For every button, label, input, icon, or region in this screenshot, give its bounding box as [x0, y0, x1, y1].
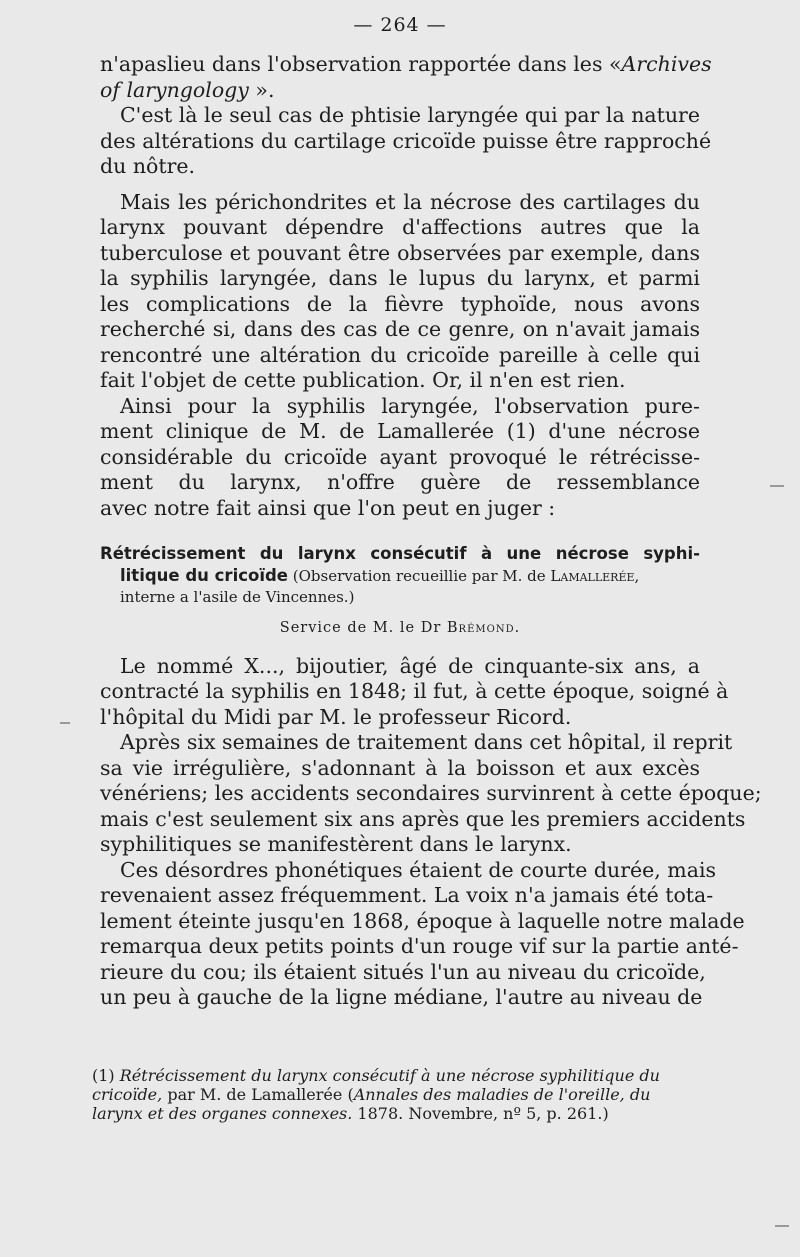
text-line: contracté la syphilis en 1848; il fut, à cette époque, soigné à: [100, 679, 729, 703]
text-line: rencontré une altération du cricoïde pareille à celle qui: [100, 342, 700, 367]
text-line: revenaient assez fréquemment. La voix n'a jamais été tota-: [100, 883, 714, 907]
journal-title-cont: of laryngology: [100, 77, 249, 102]
text-line: un peu à gauche de la ligne médiane, l'autre au niveau de: [100, 985, 703, 1009]
page-speck: [60, 722, 70, 724]
text-line: n'apaslieu dans l'observation rapportée dans les «Archives: [100, 52, 712, 76]
text-line: considérable du cricoïde ayant provoqué le rétrécisse-: [100, 444, 700, 469]
text-line: ment clinique de M. de Lamallerée (1) d'une nécrose: [100, 419, 700, 443]
footnote-marker: (1): [92, 1066, 120, 1085]
text-line: des altérations du cartilage cricoïde puisse être rapproché: [100, 128, 712, 153]
paragraph: [100, 857, 745, 1011]
text-line: C'est là le seul cas de phtisie laryngée qui par la nature: [120, 103, 700, 127]
text-line: larynx pouvant dépendre d'affections autres que la: [100, 215, 700, 239]
paragraph-continuation: [100, 52, 712, 103]
text-line: tuberculose et pouvant être observées par exemple, dans: [100, 240, 700, 265]
text-line: avec notre fait ainsi que l'on peut en juger :: [100, 495, 556, 520]
text-line: du nôtre.: [100, 154, 196, 178]
page-number: — 264 —: [353, 14, 447, 36]
footnote-line: cricoïde, par M. de Lamallerée (Annales des maladies de l'oreille, du: [92, 1085, 651, 1104]
author-name: Lamallerée: [550, 567, 635, 585]
text-line: ment du larynx, n'offre guère de ressemblance: [100, 470, 700, 494]
paragraph: [100, 653, 729, 731]
observation-title-line: litique du cricoïde (Observation recueillie par M. de Lamallerée,: [120, 566, 640, 585]
body-text: [100, 52, 762, 1011]
text-line: lement éteinte jusqu'en 1868, époque à laquelle notre malade: [100, 908, 745, 933]
text-line: Ainsi pour la syphilis laryngée, l'observation pure-: [120, 393, 700, 418]
text-line: les complications de la fièvre typhoïde, nous avons: [100, 291, 700, 316]
paragraph: [100, 730, 762, 858]
text-line: mais c'est seulement six ans après que les premiers accidents: [100, 806, 746, 831]
text-line: Le nommé X..., bijoutier, âgé de cinquante-six ans, a: [120, 653, 700, 678]
paragraph: [100, 103, 712, 180]
footnote-line: (1) Rétrécissement du larynx consécutif à une nécrose syphilitique du: [92, 1066, 660, 1085]
doctor-name: Brémond: [446, 620, 515, 636]
text-line: syphilitiques se manifestèrent dans le larynx.: [100, 832, 572, 856]
text-line: remarqua deux petits points d'un rouge vif sur la partie anté-: [100, 934, 739, 958]
observation-title-line: Rétrécissement du larynx consécutif à une nécrose syphi-: [100, 544, 700, 563]
page-speck: [770, 485, 784, 487]
text-line: Mais les périchondrites et la nécrose des cartilages du: [120, 189, 700, 214]
text-line: rieure du cou; ils étaient situés l'un au niveau du cricoïde,: [100, 959, 706, 984]
observation-subtitle: interne a l'asile de Vincennes.): [120, 588, 355, 606]
text-line: recherché si, dans des cas de ce genre, on n'avait jamais: [100, 317, 700, 341]
text-line: Après six semaines de traitement dans cet hôpital, il reprit: [120, 730, 733, 754]
service-line: Service de M. le Dr Brémond.: [279, 620, 521, 636]
page-speck: [775, 1225, 789, 1227]
footnote: [92, 1066, 700, 1123]
text-line: Ces désordres phonétiques étaient de courte durée, mais: [120, 857, 717, 882]
text-line: sa vie irrégulière, s'adonnant à la boisson et aux excès: [100, 755, 700, 780]
text-line: la syphilis laryngée, dans le lupus du larynx, et parmi: [100, 266, 700, 290]
paragraph: [100, 190, 700, 394]
footnote-line: larynx et des organes connexes. 1878. Novembre, nº 5, p. 261.): [92, 1104, 609, 1123]
text-line: vénériens; les accidents secondaires survinrent à cette époque;: [100, 781, 762, 805]
text-line: l'hôpital du Midi par M. le professeur Ricord.: [100, 704, 572, 729]
text-line: fait l'objet de cette publication. Or, il n'en est rien.: [100, 368, 626, 392]
observation-heading: [100, 543, 700, 608]
journal-title: Archives: [621, 52, 712, 76]
paragraph: [100, 394, 700, 522]
text-line: of laryngology ».: [100, 77, 275, 102]
